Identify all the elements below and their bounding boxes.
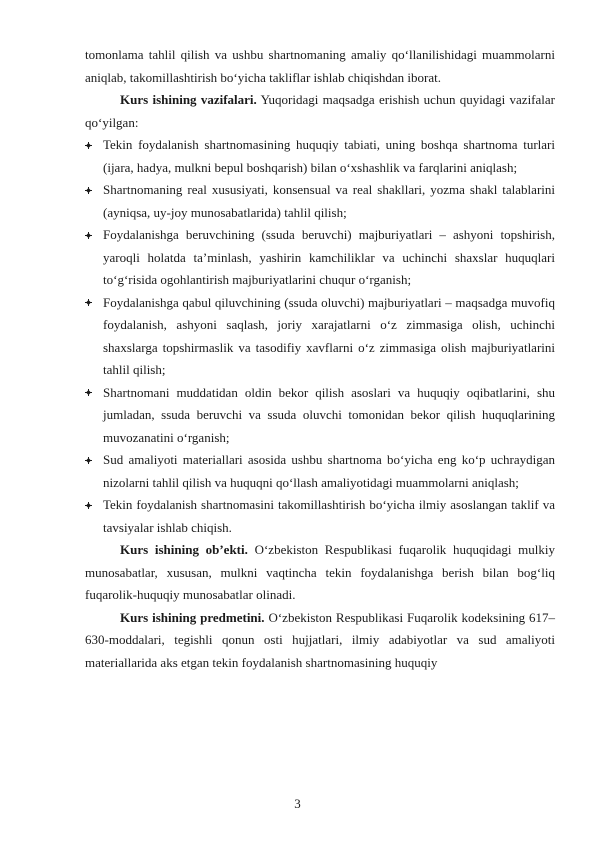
list-item: Shartnomaning real xususiyati, konsensual va real shakllari, yozma shakl talablarini (ayniqsa, uy-joy munosabatlarida) tahlil qilish; — [85, 179, 555, 224]
diamond-bullet-icon — [85, 224, 95, 247]
list-item: Foydalanishga qabul qiluvchining (ssuda oluvchi) majburiyatlari – maqsadga muvofiq foydalanish, ashyoni saqlash, joriy xarajatlarni o‘z zimmasiga olish, uchinchi shaxslarga topshirmaslik va tasodifiy xavflarni o‘z zimmasiga olish majburiyatlarini tahlil qilish; — [85, 292, 555, 382]
subject-paragraph — [85, 607, 555, 675]
diamond-bullet-icon — [85, 494, 95, 517]
subject-text: O‘zbekiston Respublikasi Fuqarolik kodeksining 617–630-moddalari, tegishli qonun osti hujjatlari, ilmiy adabiyotlar va sud amaliyoti materiallarida aks etgan tekin foydalanish shartnomasining huquqiy — [85, 609, 556, 670]
tasks-heading: Kurs ishining vazifalari. — [120, 92, 257, 107]
page-number: 3 — [294, 796, 301, 811]
diamond-bullet-icon — [85, 292, 95, 315]
tasks-list — [85, 134, 555, 539]
intro-paragraph: tomonlama tahlil qilish va ushbu shartnomaning amaliy qo‘llanilishidagi muammolarni aniqlab, takomillashtirish bo‘yicha takliflar ishlab chiqishdan iborat. — [85, 47, 555, 85]
diamond-bullet-icon — [85, 134, 95, 157]
subject-heading: Kurs ishining predmetini. — [120, 609, 265, 625]
tasks-text: Yuqoridagi maqsadga erishish uchun quyidagi vazifalar qo‘yilgan: — [85, 92, 555, 130]
list-item: Sud amaliyoti materiallari asosida ushbu shartnoma bo‘yicha eng ko‘p uchraydigan nizolarni tahlil qilish va huquqni qo‘llash amaliyotidagi muammolarni aniqlash; — [85, 449, 555, 494]
object-text: O‘zbekiston Respublikasi fuqarolik huquqidagi mulkiy munosabatlar, xususan, mulkni vaqtincha tekin foydalanishga berish bilan bog‘liq fuqarolik-huquqiy munosabatlar olinadi. — [85, 542, 556, 602]
list-item: Foydalanishga beruvchining (ssuda beruvchi) majburiyatlari – ashyoni topshirish, yaroqli holatda ta’minlash, yashirin kamchiliklar va uchinchi shaxslar huquqlari to‘g‘risida ogohlantirish majburiyatlarini chuqur o‘rganish; — [85, 224, 555, 292]
page-content — [85, 44, 555, 674]
list-item: Tekin foydalanish shartnomasining huquqiy tabiati, uning boshqa shartnoma turlari (ijara, hadya, mulkni bepul boshqarish) bilan o‘xshashlik va farqlarini aniqlash; — [85, 134, 555, 179]
tasks-paragraph — [85, 89, 555, 134]
diamond-bullet-icon — [85, 382, 95, 405]
list-item: Tekin foydalanish shartnomasini takomillashtirish bo‘yicha ilmiy asoslangan taklif va tavsiyalar ishlab chiqish. — [85, 494, 555, 539]
list-item: Shartnomani muddatidan oldin bekor qilish asoslari va huquqiy oqibatlarini, shu jumladan, ssuda beruvchi va ssuda oluvchi tomonidan bekor qilish huquqlarining muvozanatini o‘rganish; — [85, 382, 555, 450]
object-paragraph — [85, 539, 555, 607]
object-heading: Kurs ishining ob’ekti. — [120, 542, 248, 557]
diamond-bullet-icon — [85, 449, 95, 472]
diamond-bullet-icon — [85, 179, 95, 202]
